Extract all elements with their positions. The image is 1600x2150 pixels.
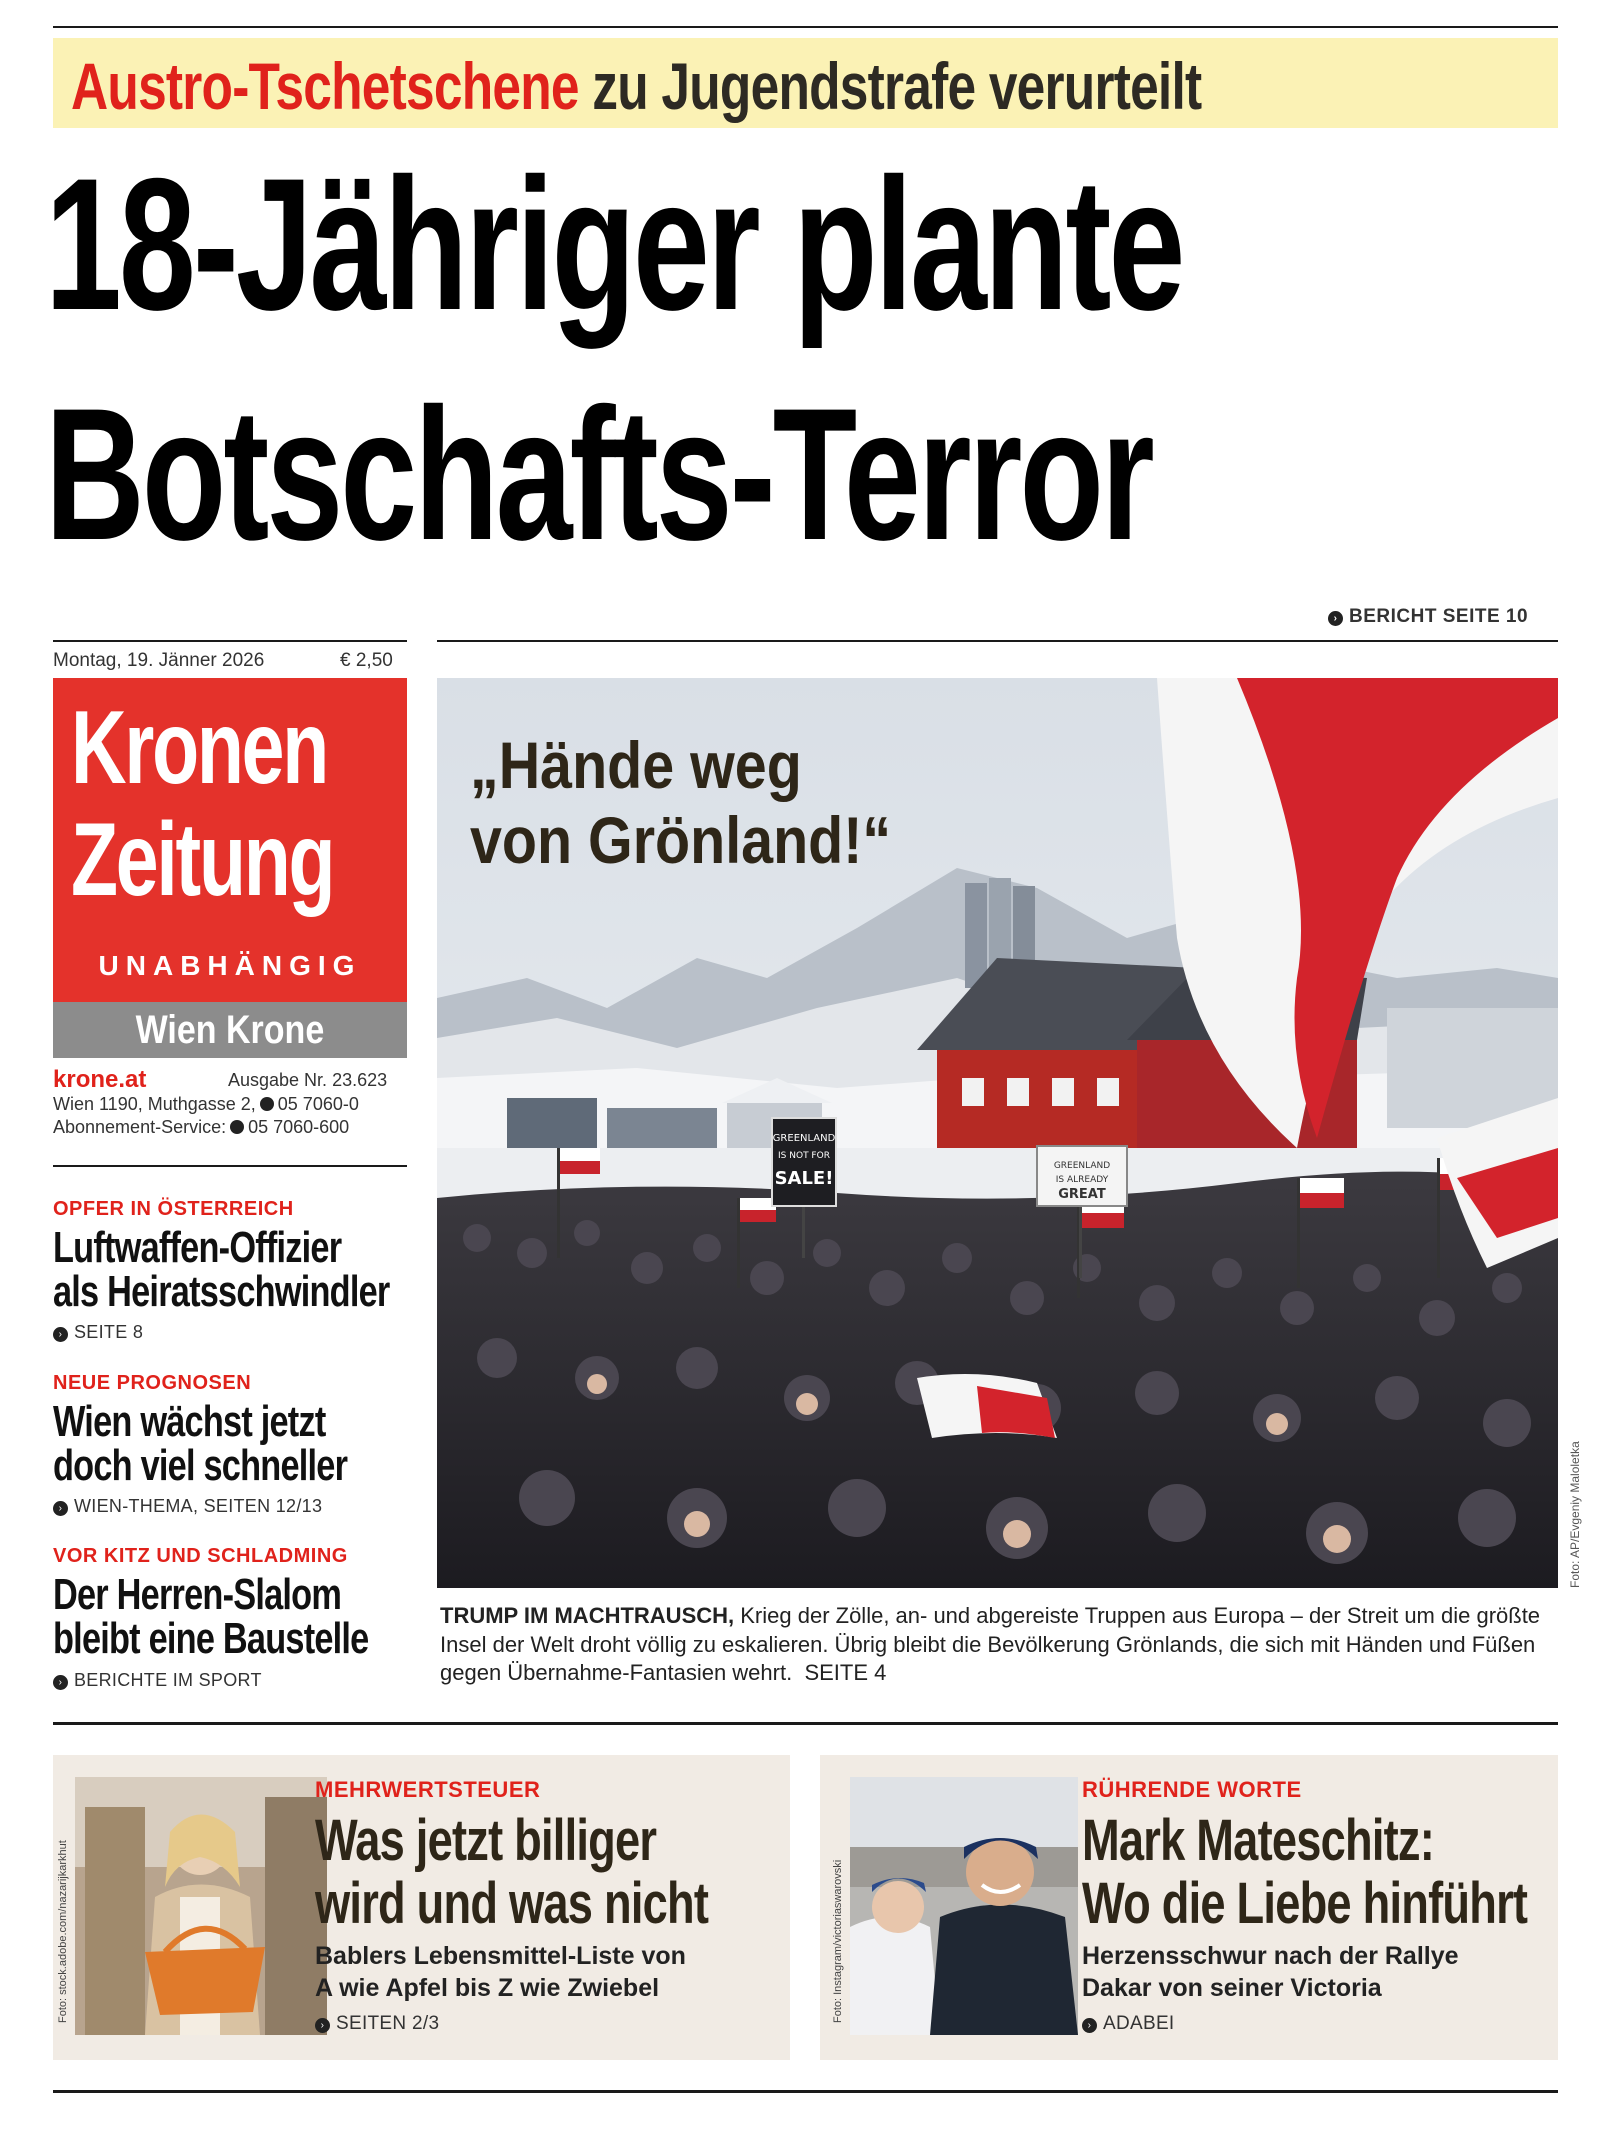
service-line xyxy=(53,1117,349,1138)
kicker-red-text: Austro-Tschetschene xyxy=(71,49,579,123)
teaser-headline-line1: Was jetzt billiger xyxy=(315,1808,657,1873)
headline-page-reference[interactable] xyxy=(1328,606,1528,628)
arrow-icon: › xyxy=(53,1327,68,1342)
side-story-headline-line1: Luftwaffen-Offizier xyxy=(53,1223,342,1272)
caption-text: Krieg der Zölle, an- und abgereiste Truppen aus Europa – der Streit um die größte Insel der Welt droht völlig zu eskalieren. Übrig bleibt die Bevölkerung Grönlands, die sich mit Händen und Füßen gegen Übernahme-Fantasien wehrt. xyxy=(440,1603,1541,1686)
teaser-headline-line1: Mark Mateschitz: xyxy=(1082,1808,1435,1873)
sign-text: IS ALREADY xyxy=(1055,1175,1109,1185)
headline-ref-text: BERICHT SEITE 10 xyxy=(1349,606,1529,627)
edition-name: Wien Krone xyxy=(135,1008,325,1052)
side-story-headline-line2: als Heiratsschwindler xyxy=(53,1267,390,1316)
kicker-dark-text: zu Jugendstrafe verurteilt xyxy=(592,49,1202,123)
photo-caption[interactable] xyxy=(440,1602,1555,1688)
teaser-subline-2: Dakar von seiner Victoria xyxy=(1082,1974,1382,2002)
arrow-icon: › xyxy=(1328,611,1343,626)
site-url-link[interactable]: krone.at xyxy=(53,1066,147,1093)
masthead-logo[interactable] xyxy=(53,678,407,1002)
teaser-headline-line2: wird und was nicht xyxy=(315,1871,709,1936)
price: € 2,50 xyxy=(340,650,393,671)
arrow-icon: › xyxy=(315,2018,330,2033)
kicker-banner[interactable] xyxy=(53,38,1558,128)
edition-bar xyxy=(53,1002,407,1058)
teaser-subline-1: Bablers Lebensmittel-Liste von xyxy=(315,1942,686,1970)
sign-text: GREENLAND xyxy=(1053,1161,1111,1171)
sign-text: GREENLAND xyxy=(772,1133,836,1144)
teaser-ref-text: SEITEN 2/3 xyxy=(336,2013,440,2034)
teaser-photo-couple xyxy=(850,1777,1078,2035)
photo-credit: Foto: AP/Evgeniy Maloletka xyxy=(1568,1441,1582,1588)
teaser-photo-credit: Foto: Instagram/victoriaswarovski xyxy=(832,1859,844,2023)
teaser-headline-line2: Wo die Liebe hinführt xyxy=(1082,1871,1528,1936)
arrow-icon: › xyxy=(53,1501,68,1516)
address-text: Wien 1190, Muthgasse 2, xyxy=(53,1094,256,1114)
phone-number: 05 7060-0 xyxy=(277,1094,359,1114)
footer-rule xyxy=(53,2090,1558,2093)
arrow-icon: › xyxy=(1082,2018,1097,2033)
side-story-headline-line2: doch viel schneller xyxy=(53,1441,348,1490)
dateline: Montag, 19. Jänner 2026 xyxy=(53,650,265,671)
sign-text: IS NOT FOR xyxy=(778,1151,830,1161)
side-story-headline-line2: bleibt eine Baustelle xyxy=(53,1614,369,1663)
side-story-ref xyxy=(53,1322,143,1343)
sign-text: SALE! xyxy=(774,1168,834,1189)
phone-icon xyxy=(260,1097,274,1111)
issue-number: Ausgabe Nr. 23.623 xyxy=(228,1070,388,1090)
section-rule xyxy=(53,640,407,642)
side-story-ref-text: WIEN-THEMA, SEITEN 12/13 xyxy=(74,1496,323,1516)
side-story-category: OPFER IN ÖSTERREICH xyxy=(53,1198,294,1220)
sign-text: GREAT xyxy=(1058,1187,1106,1202)
side-story-category: VOR KITZ UND SCHLADMING xyxy=(53,1545,348,1567)
teaser-card-mateschitz[interactable] xyxy=(820,1755,1558,2060)
teaser-category: MEHRWERTSTEUER xyxy=(315,1777,541,1802)
main-headline-line1[interactable]: 18-Jähriger plante xyxy=(45,139,1183,349)
logo-subtitle: UNABHÄNGIG xyxy=(98,950,362,981)
arrow-icon: › xyxy=(53,1675,68,1690)
side-story-ref-text: SEITE 8 xyxy=(74,1322,144,1342)
logo-word-kronen: Kronen xyxy=(71,690,328,806)
teaser-photo-credit: Foto: stock.adobe.com/nazarijkarkhut xyxy=(57,1840,69,2023)
bottom-section-rule xyxy=(53,1722,1558,1725)
side-story-ref xyxy=(53,1496,322,1517)
teaser-photo-shopping xyxy=(75,1777,327,2035)
side-story-ref xyxy=(53,1670,262,1691)
address-line xyxy=(53,1094,359,1115)
logo-word-zeitung: Zeitung xyxy=(71,802,334,918)
teaser-ref-text: ADABEI xyxy=(1103,2013,1175,2034)
service-label: Abonnement-Service: xyxy=(53,1117,227,1137)
side-story-headline-line1: Der Herren-Slalom xyxy=(53,1570,342,1619)
teaser-subline-1: Herzensschwur nach der Rallye xyxy=(1082,1942,1459,1970)
photo-headline[interactable] xyxy=(470,728,891,877)
teaser-ref xyxy=(1082,2013,1175,2035)
side-story-headline-line1: Wien wächst jetzt xyxy=(53,1397,326,1446)
masthead-rule xyxy=(53,1165,407,1167)
teaser-category: RÜHRENDE WORTE xyxy=(1082,1777,1302,1802)
teaser-card-mehrwertsteuer[interactable] xyxy=(53,1755,790,2060)
service-phone: 05 7060-600 xyxy=(248,1117,350,1137)
section-rule-right xyxy=(437,640,1558,642)
caption-lead: TRUMP IM MACHTRAUSCH, xyxy=(440,1603,735,1628)
caption-ref: SEITE 4 xyxy=(804,1660,887,1686)
phone-icon xyxy=(230,1120,244,1134)
kicker-text xyxy=(71,48,1201,124)
photo-headline-line2: von Grönland!“ xyxy=(470,802,892,877)
teaser-ref xyxy=(315,2013,439,2035)
main-headline-line2[interactable]: Botschafts-Terror xyxy=(45,369,1152,579)
side-story-ref-text: BERICHTE IM SPORT xyxy=(74,1670,262,1690)
side-story-category: NEUE PROGNOSEN xyxy=(53,1372,252,1394)
photo-headline-line1: „Hände weg xyxy=(470,728,802,802)
top-rule xyxy=(53,26,1558,28)
teaser-subline-2: A wie Apfel bis Z wie Zwiebel xyxy=(315,1974,660,2002)
